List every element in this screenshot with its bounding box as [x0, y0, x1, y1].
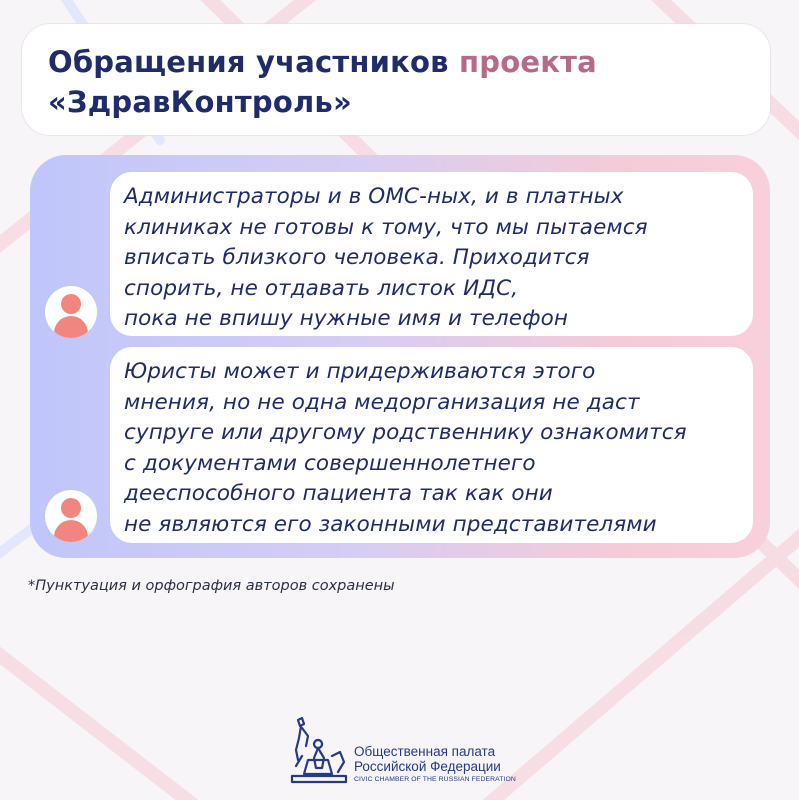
quote-line: клиниках не готовы к тому, что мы пытаемся: [124, 214, 648, 240]
logo-line-1: Общественная палата: [354, 744, 496, 759]
page-title: [48, 42, 597, 122]
quote-bubble: [110, 347, 753, 543]
quote-text: [124, 357, 737, 540]
footnote: *Пунктуация и орфография авторов сохранены: [28, 578, 395, 594]
quote-line: спорить, не отдавать листок ИДС,: [124, 275, 519, 301]
user-avatar-icon: [45, 490, 97, 542]
user-avatar-icon: [45, 286, 97, 338]
quote-line: с документами совершеннолетнего: [124, 450, 536, 476]
quote-line: вписать близкого человека. Приходится: [124, 245, 590, 270]
quote-line: пока не впишу нужные имя и телефон: [124, 306, 568, 331]
quote-line: Юристы может и придерживаются этого: [124, 359, 596, 384]
quote-line: дееспособного пациента так как они: [124, 481, 553, 506]
quote-line: мнения, но не одна медорганизация не даст: [124, 389, 640, 415]
title-line2: «ЗдравКонтроль»: [48, 85, 352, 119]
logo-line-3: CIVIC CHAMBER OF THE RUSSIAN FEDERATION: [354, 776, 516, 783]
quote-line: супруге или другому родственнику ознакомится: [124, 420, 687, 445]
quote-bubble: [110, 172, 753, 336]
quote-line: Администраторы и в ОМС-ных, и в платных: [124, 184, 624, 209]
logo-text: [354, 744, 524, 785]
title-accent: проекта: [459, 45, 597, 79]
logo-line-2: Российской Федерации: [354, 759, 501, 774]
quote-text: [124, 182, 737, 335]
quote-line: не являются его законными представителями: [124, 511, 657, 537]
civic-chamber-monument-icon: [288, 716, 350, 786]
civic-chamber-logo: [288, 716, 516, 791]
title-part1: Обращения участников: [48, 45, 460, 79]
